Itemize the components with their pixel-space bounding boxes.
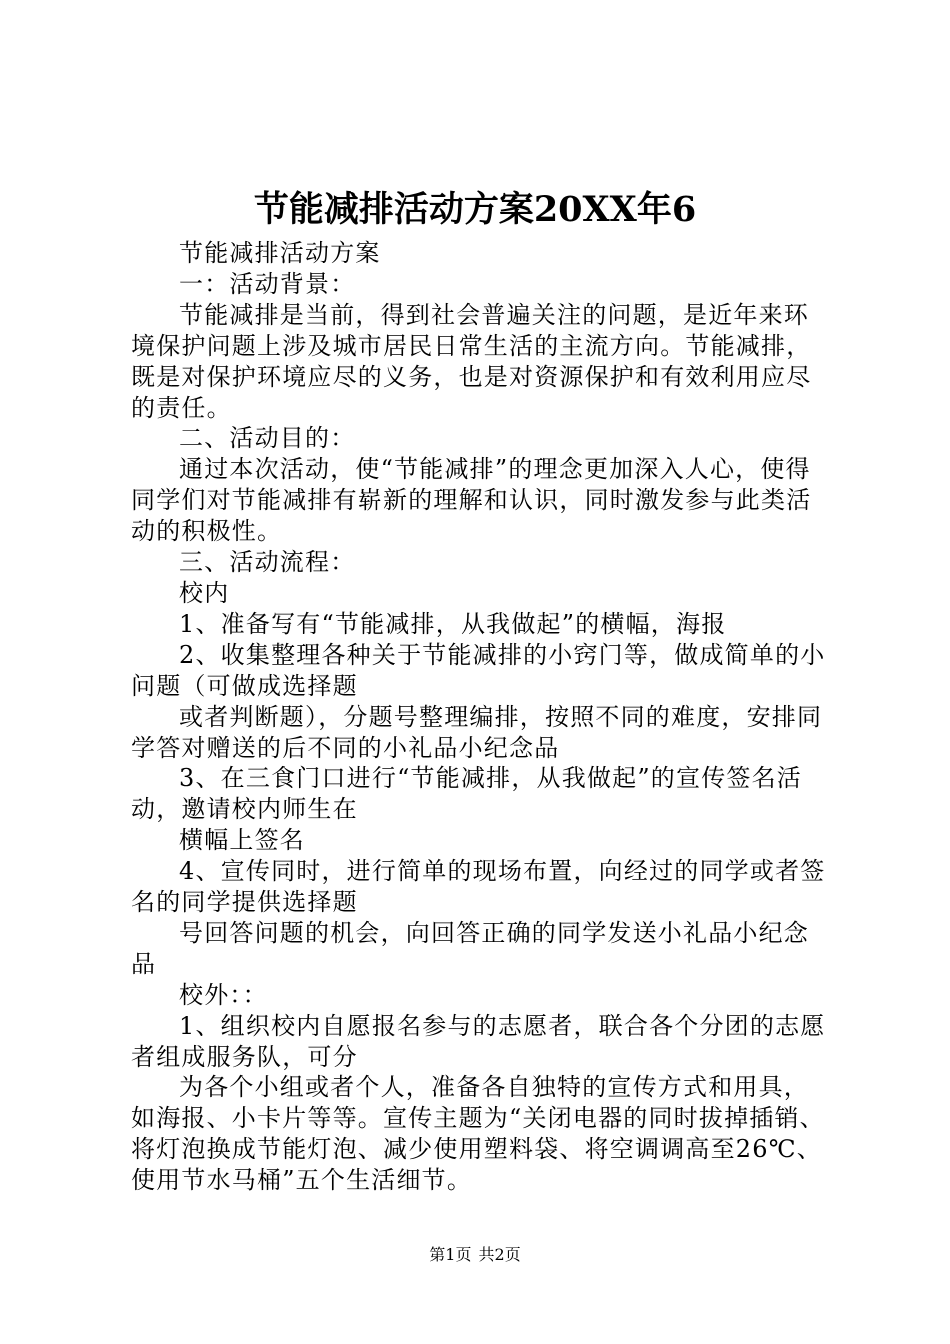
- paragraph-section-background: 一：活动背景：: [179, 269, 356, 298]
- paragraph-item-4-cont: 号回答问题的机会，向回答正确的同学发送小礼品小纪念品: [131, 918, 809, 978]
- paragraph-item-1: 1、准备写有“节能减排，从我做起”的横幅，海报: [179, 609, 727, 638]
- paragraph-item-2-cont: 或者判断题），分题号整理编排，按照不同的难度，安排同学答对赠送的后不同的小礼品小纪念品: [131, 702, 823, 762]
- paragraph-on-campus: 校内: [179, 578, 230, 607]
- paragraph-off-item-1: 1、组织校内自愿报名参与的志愿者，联合各个分团的志愿者组成服务队，可分: [131, 1011, 826, 1071]
- page-footer: [0, 1244, 950, 1266]
- paragraph-plan-heading: 节能减排活动方案: [179, 239, 381, 267]
- paragraph-item-2: 2、收集整理各种关于节能减排的小窍门等，做成简单的小问题（可做成选择题: [131, 640, 826, 700]
- document-title: 节能减排活动方案20XX年6: [253, 189, 697, 230]
- page-total: 共2页: [478, 1245, 521, 1264]
- paragraph-off-campus: 校外：：: [179, 980, 268, 1009]
- paragraph-purpose-text: 通过本次活动，使“节能减排”的理念更加深入人心，使得同学们对节能减排有崭新的理解和认识，同时激发参与此类活动的积极性。: [131, 455, 812, 546]
- paragraph-section-purpose: 二、活动目的：: [179, 424, 356, 453]
- paragraph-section-process: 三、活动流程：: [179, 548, 356, 577]
- paragraph-background-text: 节能减排是当前，得到社会普遍关注的问题，是近年来环境保护问题上涉及城市居民日常生活的主流方向。节能减排，既是对保护环境应尽的义务，也是对资源保护和有效利用应尽的责任。: [131, 300, 812, 422]
- paragraph-item-3: 3、在三食门口进行“节能减排，从我做起”的宣传签名活动，邀请校内师生在: [131, 764, 803, 824]
- paragraph-off-item-1-cont: 为各个小组或者个人，准备各自独特的宣传方式和用具，如海报、小卡片等等。宣传主题为“关闭电器的同时拔掉插销、将灯泡换成节能灯泡、减少使用塑料袋、将空调调高至26℃、使用节水马桶”五个生活细节。: [131, 1073, 825, 1195]
- page-number: 第1页: [429, 1245, 472, 1264]
- paragraph-item-4: 4、宣传同时，进行简单的现场布置，向经过的同学或者签名的同学提供选择题: [131, 857, 826, 917]
- paragraph-item-3-cont: 横幅上签名: [179, 826, 305, 855]
- document-body: [131, 238, 831, 1196]
